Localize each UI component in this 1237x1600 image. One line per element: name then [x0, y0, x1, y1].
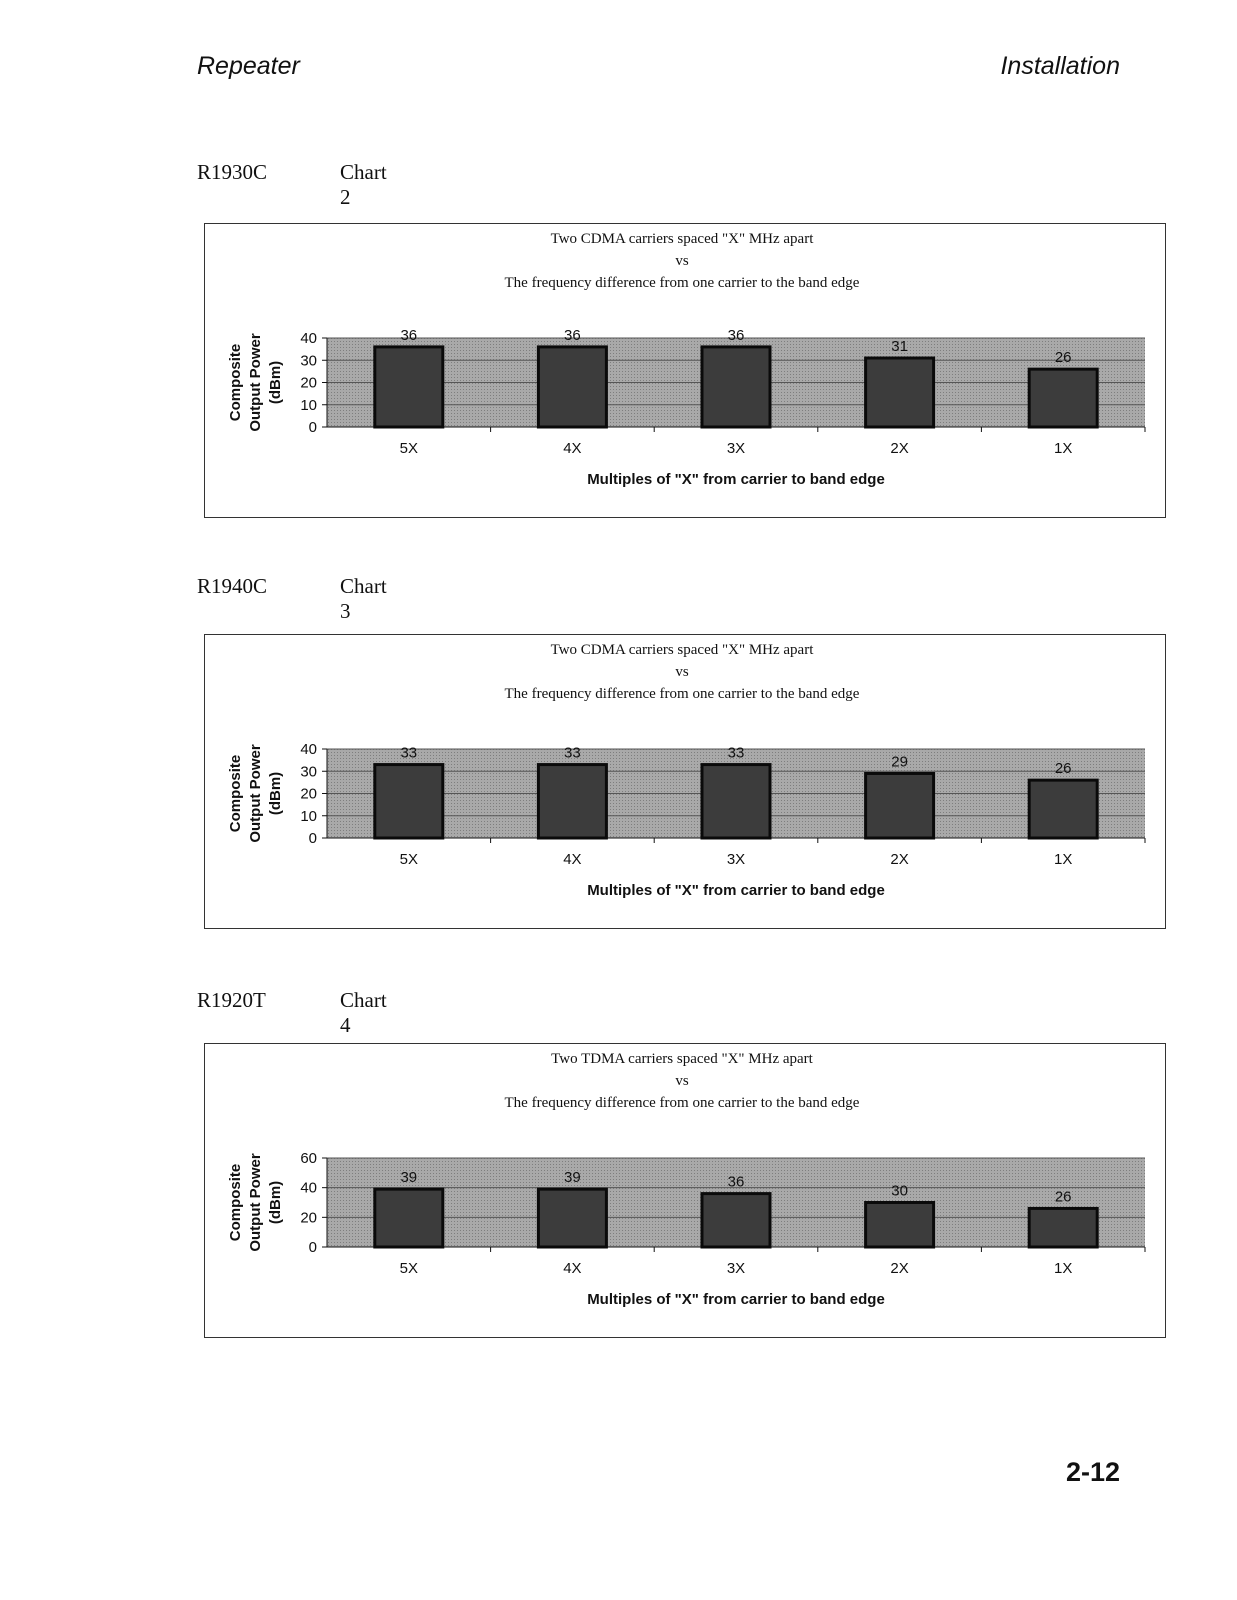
y-tick-label: 40 [300, 330, 317, 347]
x-tick-label: 3X [726, 1260, 746, 1277]
bar [866, 358, 934, 427]
running-header-left: Repeater [197, 52, 300, 80]
y-tick-label: 0 [308, 419, 317, 436]
chart-title-line: vs [675, 253, 689, 269]
x-tick-label: 2X [890, 851, 909, 868]
chart-title-line: vs [675, 1073, 689, 1089]
chart-title-line: Two CDMA carriers spaced "X" MHz apart [550, 231, 814, 247]
y-tick-label: 0 [308, 830, 317, 847]
data-label: 39 [400, 1169, 418, 1187]
data-label: 33 [727, 744, 745, 762]
bar [866, 1203, 934, 1248]
model-name: R1940C [197, 574, 268, 598]
x-tick-label: 1X [1054, 440, 1073, 457]
x-axis-title: Multiples of "X" from carrier to band edge [587, 471, 885, 488]
y-axis-title: (dBm) [267, 1180, 284, 1225]
bar-chart [205, 224, 1165, 517]
x-tick-label: 2X [890, 440, 909, 457]
data-label: 26 [1054, 349, 1072, 367]
bar [702, 765, 770, 838]
data-label: 30 [891, 1182, 908, 1200]
data-label: 26 [1054, 1188, 1072, 1206]
chart-name: Chart 3 [340, 574, 387, 623]
bar [1029, 780, 1097, 838]
bar-chart [205, 635, 1165, 928]
data-label: 36 [727, 1173, 745, 1191]
chart-title-line: Two TDMA carriers spaced "X" MHz apart [551, 1051, 813, 1067]
x-axis-title: Multiples of "X" from carrier to band edge [587, 882, 885, 899]
chart-title-line: vs [675, 664, 689, 680]
data-label: 33 [564, 744, 581, 762]
y-tick-label: 40 [300, 1179, 317, 1197]
data-label: 39 [564, 1169, 581, 1187]
chart-title-line: Two CDMA carriers spaced "X" MHz apart [550, 642, 814, 658]
data-label: 33 [400, 744, 418, 762]
y-tick-label: 10 [300, 396, 317, 414]
y-axis-title: Output Power [247, 744, 264, 843]
y-axis-title: Composite [227, 1163, 244, 1242]
x-axis-title: Multiples of "X" from carrier to band edge [587, 1291, 885, 1308]
bar [538, 1189, 606, 1247]
y-tick-label: 20 [300, 1209, 317, 1227]
chart-name: Chart 2 [340, 160, 387, 209]
x-tick-label: 2X [890, 1260, 909, 1277]
bar-chart [205, 1044, 1165, 1337]
y-tick-label: 40 [300, 741, 317, 758]
y-axis-title: Output Power [247, 1153, 264, 1252]
bar [375, 1189, 443, 1247]
y-axis-title: (dBm) [267, 771, 284, 816]
chart-panel [204, 1043, 1166, 1338]
chart-panel [204, 223, 1166, 518]
running-header-right: Installation [1000, 52, 1120, 80]
chart-name: Chart 4 [340, 988, 387, 1037]
y-axis-title: Composite [227, 754, 244, 833]
y-tick-label: 20 [300, 785, 317, 803]
chart-panel [204, 634, 1166, 929]
bar [538, 347, 606, 427]
chart-title-line: The frequency difference from one carrier to the band edge [504, 275, 860, 291]
y-tick-label: 30 [300, 763, 317, 781]
bar [1029, 369, 1097, 427]
bar [866, 773, 934, 838]
data-label: 26 [1054, 760, 1072, 778]
y-axis-title: Composite [227, 343, 244, 422]
data-label: 36 [400, 326, 418, 344]
data-label: 29 [891, 753, 908, 771]
x-tick-label: 5X [399, 440, 418, 457]
y-axis-title: (dBm) [267, 360, 284, 405]
x-tick-label: 5X [399, 1260, 418, 1277]
x-tick-label: 4X [563, 851, 582, 868]
x-tick-label: 3X [726, 440, 746, 457]
x-tick-label: 1X [1054, 1260, 1073, 1277]
y-tick-label: 10 [300, 807, 317, 825]
y-tick-label: 20 [300, 374, 317, 392]
bar [538, 765, 606, 838]
y-tick-label: 30 [300, 352, 317, 370]
model-name: R1920T [197, 988, 266, 1012]
y-tick-label: 60 [300, 1150, 317, 1167]
x-tick-label: 5X [399, 851, 418, 868]
x-tick-label: 4X [563, 440, 582, 457]
x-tick-label: 1X [1054, 851, 1073, 868]
bar [375, 347, 443, 427]
bar [375, 765, 443, 838]
data-label: 36 [727, 326, 745, 344]
bar [1029, 1208, 1097, 1247]
data-label: 31 [891, 338, 908, 356]
x-tick-label: 3X [726, 851, 746, 868]
y-axis-title: Output Power [247, 333, 264, 432]
chart-title-line: The frequency difference from one carrier to the band edge [504, 1095, 860, 1111]
bar [702, 347, 770, 427]
page-number: 2-12 [1065, 1457, 1120, 1487]
bar [702, 1194, 770, 1247]
y-tick-label: 0 [308, 1239, 317, 1256]
data-label: 36 [564, 326, 581, 344]
x-tick-label: 4X [563, 1260, 582, 1277]
chart-title-line: The frequency difference from one carrier to the band edge [504, 686, 860, 702]
model-name: R1930C [197, 160, 268, 184]
